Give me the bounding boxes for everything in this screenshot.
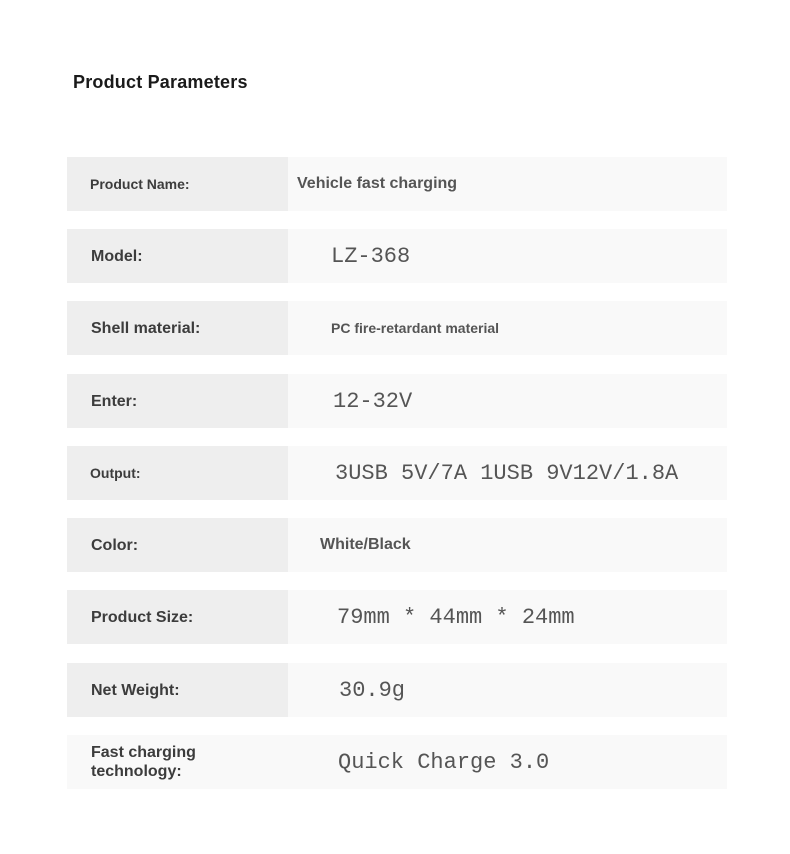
param-value: Quick Charge 3.0 [338,749,550,775]
param-value: 3USB 5V/7A 1USB 9V12V/1.8A [335,460,679,486]
param-label: Model: [67,229,288,283]
param-value: LZ-368 [331,243,411,269]
param-label: Product Size: [67,590,288,644]
param-value: 79mm * 44mm * 24mm [337,604,575,630]
param-row-shell-material [67,301,727,355]
param-label: Product Name: [67,157,288,211]
param-row-color [67,518,727,572]
page-title: Product Parameters [73,72,248,92]
param-row-enter [67,374,727,428]
param-value: PC fire-retardant material [331,320,500,336]
param-row-product-size [67,590,727,644]
param-row-output [67,446,727,500]
param-value: 12-32V [333,388,413,414]
param-value: 30.9g [339,677,406,703]
param-row-fast-charging [67,735,727,789]
param-row-product-name [67,157,727,211]
param-label: Output: [67,446,288,500]
param-label: Enter: [67,374,288,428]
param-value: Vehicle fast charging [297,175,458,192]
param-label: Net Weight: [67,663,288,717]
param-label: Shell material: [67,301,288,355]
param-label: Color: [67,518,288,572]
param-label: Fast charging technology: [91,744,196,780]
param-value: White/Black [320,536,411,553]
param-row-model [67,229,727,283]
param-row-net-weight [67,663,727,717]
